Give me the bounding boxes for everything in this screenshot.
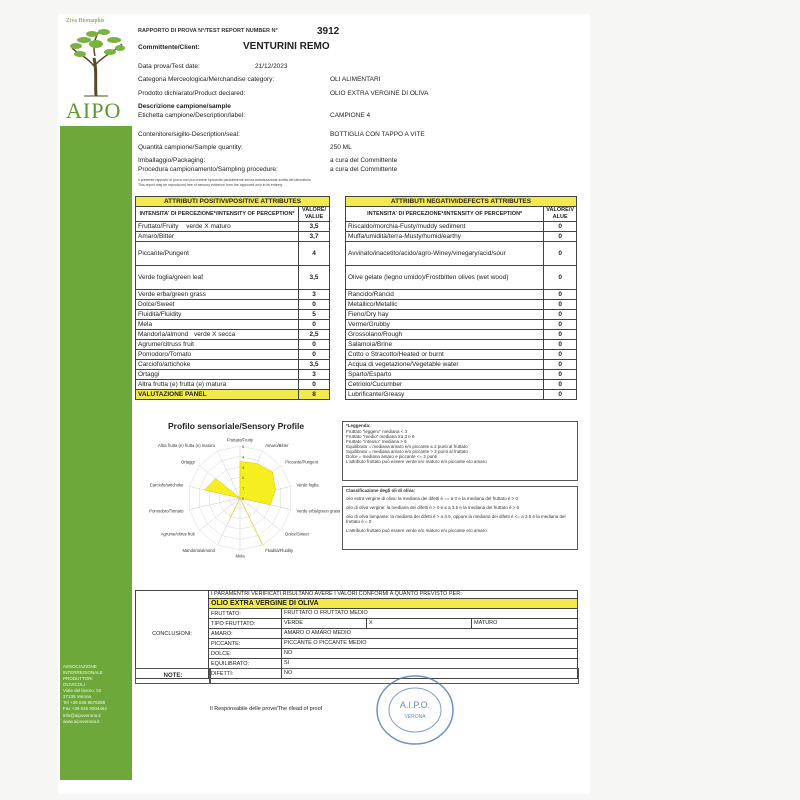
- date-value: 21/12/2023: [255, 63, 288, 70]
- date-label: Data prova/Test date:: [138, 63, 200, 70]
- negative-title: ATTRIBUTI NEGATIVI/DEFECTS ATTRIBUTES: [346, 197, 577, 207]
- category-label: Categoria Merceologica/Merchandise category:: [138, 76, 275, 83]
- radar-tick-label: 3: [242, 464, 245, 470]
- classification-title: Classificazione degli oli di oliva:: [346, 488, 416, 493]
- sample-label: Etichetta campione/Description/label:: [138, 112, 245, 119]
- radar-axis-label: Verde erba/green grass: [296, 508, 340, 514]
- table-row: EQUILIBRATO: SI: [136, 659, 578, 669]
- procedure-label: Procedura campionamento/Sampling procedure:: [138, 166, 278, 173]
- positive-col-intensity: INTENSITA' DI PERCEZIONE*/INTENSITY OF PERCEPTION*: [136, 207, 299, 222]
- quantity-value: 250 ML: [330, 144, 352, 151]
- table-row: Metallico/Metallic 0: [346, 300, 577, 310]
- table-row: Grossolano/Rough 0: [346, 330, 577, 340]
- table-row: DOLCE: NO: [136, 649, 578, 659]
- radar-axis-label: Pomodoro/Tomato: [149, 508, 184, 514]
- sidebar: [60, 14, 132, 780]
- radar-axis-label: Mela: [235, 553, 245, 559]
- client-label: Committente/Client:: [138, 44, 200, 51]
- table-row: Lubrificante/Greasy 0: [346, 390, 577, 400]
- packaging-value: a cura del Committente: [330, 157, 398, 164]
- positive-title: ATTRIBUTI POSITIVI/POSITIVE ATTRIBUTES: [136, 197, 330, 207]
- radar-tick-label: 1: [242, 485, 245, 491]
- conclusions-table: [135, 590, 578, 679]
- negative-col-value: VALORE/V ALUE: [544, 207, 577, 222]
- negative-attributes-table: [345, 196, 577, 400]
- container-label: Contenitore/sigillo-Description/seal:: [138, 131, 240, 138]
- svg-text:VERONA: VERONA: [404, 714, 426, 720]
- table-row: Riscaldo/morchia-Fusty/muddy sediment 0: [346, 222, 577, 232]
- table-row: TIPO FRUTTATO: VERDE X MATURO: [136, 619, 578, 629]
- radar-axis-label: Amaro/Bitter: [265, 443, 289, 449]
- table-row: Avvinato/inacetito/acido/agro-Winey/vinegary/acid/sour 0: [346, 242, 577, 266]
- table-row: Verme/Grubby 0: [346, 320, 577, 330]
- radar-axis-label: Dolce/Sweet: [285, 531, 309, 537]
- legend-title: *Leggenda:: [346, 423, 371, 428]
- disclaimer-1: Il presente rapporto di prova non può essere riprodotto parzialmente senza autorizzazione scritta del laboratorio: [138, 178, 311, 182]
- table-row: FRUTTATO: FRUTTATO O FRUTTATO MEDIO: [136, 609, 578, 619]
- table-row: Acqua di vegetazione/Vegetable water 0: [346, 360, 577, 370]
- radar-tick-label: 4: [242, 454, 245, 460]
- conclusions-result: OLIO EXTRA VERGINE DI OLIVA: [209, 599, 578, 609]
- table-row: Dolce/Sweet 0: [136, 300, 330, 310]
- sensory-profile-chart: [140, 434, 340, 560]
- panel-label: VALUTAZIONE PANEL: [136, 390, 299, 400]
- table-row: Salamoia/Brine 0: [346, 340, 577, 350]
- chart-title: Profilo sensoriale/Sensory Profile: [168, 421, 305, 431]
- classification-box: Classificazione degli oli di oliva: olio extra vergine di oliva: la mediana dei difetti è == a 0 e la mediana del fruttato è > 0 olio di oliva vergine: la mediana dei difetti è > 0 e ≤ a 3.5 e la mediana del fruttato è > 0 olio di oliva lampante: la mediana dei difetti è > a 3.5, oppure la mediana dei difetti è <= a 3.5 e la mediana del fruttato è = 0 L'attributo fruttato può essere verde e/o maturo e/o piccante e/o amaro: [342, 486, 578, 550]
- category-value: OLI ALIMENTARI: [330, 76, 381, 83]
- table-row: Agrume/citruss fruit 0: [136, 340, 330, 350]
- disclaimer-2: This report may be reproduced free of sensory evidence from the approved only in its entirety: [138, 183, 283, 187]
- positive-col-value: VALORE/ VALUE: [299, 207, 330, 222]
- procedure-value: a cura del Committente: [330, 166, 398, 173]
- table-row: Fruttato/Fruity verde X maturo 3,5: [136, 222, 330, 232]
- product-value: OLIO EXTRA VERGINE DI OLIVA: [330, 90, 429, 97]
- client-value: VENTURINI REMO: [243, 41, 330, 52]
- sample-desc-heading: Descrizione campione/sample: [138, 103, 231, 110]
- table-row: Cetriolo/Cucumber 0: [346, 380, 577, 390]
- stamp-icon: [370, 670, 460, 750]
- table-row: Amaro/Bitter 3,7: [136, 232, 330, 242]
- table-row: Muffa/umidità/terra-Musty/humid/earthy 0: [346, 232, 577, 242]
- conclusions-intro: I PARAMENTRI VERIFICATI RISULTANO AVERE I VALORI CONFORMI A QUANTO PREVISTO PER:: [209, 591, 578, 599]
- olive-tree-icon: [66, 26, 126, 98]
- svg-text:A.I.P.O.: A.I.P.O.: [399, 700, 431, 710]
- quantity-label: Quantità campione/Sample quantity:: [138, 144, 243, 151]
- table-row: Cotto o Stracotto/Heated or burnt 0: [346, 350, 577, 360]
- signature-label: Il Responsabile delle prove/The rilead of proof: [210, 706, 323, 712]
- radar-axis-label: Fluidità/Fluidity: [265, 547, 294, 553]
- radar-axis-label: Altra frutta (e) frutta (e) matura: [158, 443, 215, 449]
- table-row: Sparto/Esparto 0: [346, 370, 577, 380]
- panel-row: [136, 390, 330, 400]
- table-row: Mela 0: [136, 320, 330, 330]
- radar-tick-label: 2: [242, 475, 245, 481]
- radar-axis: [189, 498, 240, 510]
- panel-value: 8: [299, 390, 330, 400]
- radar-axis-label: Mandorla/almond: [182, 547, 215, 553]
- radar-axis-label: Verde foglia: [296, 482, 319, 488]
- report-number: 3912: [317, 26, 340, 37]
- logo-text: AIPO: [66, 98, 122, 123]
- radar-axis-label: Agrume/citrus fruit: [160, 531, 195, 537]
- table-row: Carciofo/artichoke 3,5: [136, 360, 330, 370]
- table-row: Verde foglia/green leaf 3,5: [136, 266, 330, 290]
- sample-value: CAMPIONE 4: [330, 112, 371, 119]
- notes-label: NOTE:: [135, 668, 211, 684]
- table-row: Olive gelate (legno umido)/Frostbitten olives (wet wood) 0: [346, 266, 577, 290]
- report-number-label: RAPPORTO DI PROVA N°/TEST REPORT NUMBER N°: [138, 28, 278, 34]
- table-row: Pomodoro/Tomato 0: [136, 350, 330, 360]
- table-row: Verde erba/green grass 3: [136, 290, 330, 300]
- table-row: Ortaggi 3: [136, 370, 330, 380]
- table-row: PICCANTE: PICCANTE O PICCANTE MEDIO: [136, 639, 578, 649]
- table-row: Rancido/Rancid 0: [346, 290, 577, 300]
- table-row: Mandorla/almond verde X secca 2,5: [136, 330, 330, 340]
- positive-attributes-table: [135, 196, 330, 400]
- radar-axis-label: Fruttato/Fruity: [226, 437, 254, 443]
- logo-tagline: Ziva Biomaphis: [66, 18, 105, 24]
- negative-col-intensity: INTENSITA' DI PERCEZIONE*/INTENSITY OF PERCEPTION*: [346, 207, 544, 222]
- logo-box: [60, 14, 132, 126]
- conclusions-label: CONCLUSIONI:: [136, 591, 209, 679]
- legend-box: *Leggenda: Fruttato "leggero" mediana < 3 Fruttato "medio" mediana tra 3 e 6 Fruttato "intenso" mediana > 6 Equilibrato = mediana amaro e/o piccante ≤ 2 punti al fruttato Squilibrato = mediana amaro e/o piccante > 2 punti al fruttato Dolce = mediana amaro e piccante <= 2 punti L'attributo fruttato può essere verde e/o maturo e/o piccante e/o amaro: [342, 421, 578, 481]
- container-value: BOTTIGLIA CON TAPPO A VITE: [330, 131, 425, 138]
- table-row: DIFETTI: NO: [136, 669, 578, 679]
- radar-axis-label: Carciofo/artichoke: [149, 482, 184, 488]
- table-row: AMARO: AMARO O AMARO MEDIO: [136, 629, 578, 639]
- table-row: Altra frutta (e) frutta (e) matura 0: [136, 380, 330, 390]
- table-row: Piccante/Pungent 4: [136, 242, 330, 266]
- packaging-label: Imballaggio/Packaging:: [138, 157, 206, 164]
- address-block: ASSOCIAZIONE INTERREGIONALE PRODUTTORI OLIVICOLI Viale del lavoro, 52 37135 Verona Tel +39 045 8675288 Fax +39 045 8004464 info@aipoverona.it www.aipoverona.it: [63, 664, 107, 724]
- table-row: Fluidità/Fluidity 5: [136, 310, 330, 320]
- radar-tick-label: 0: [242, 496, 245, 501]
- radar-axis-label: Ortaggi: [180, 459, 195, 465]
- table-row: Fieno/Dry hay 0: [346, 310, 577, 320]
- radar-axis-label: Piccante/Pungent: [285, 459, 319, 465]
- radar-tick-label: 5: [242, 444, 245, 449]
- product-label: Prodotto dichiarato/Product declared:: [138, 90, 246, 97]
